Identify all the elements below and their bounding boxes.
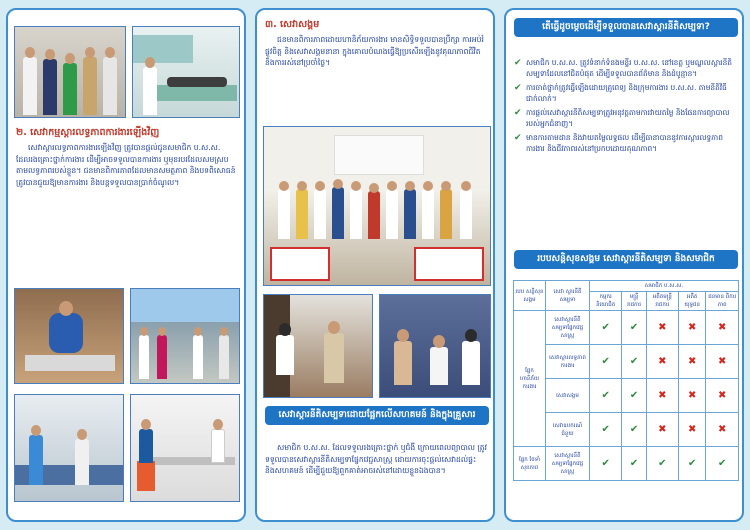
checklist-item: ✔ ការផ្តល់សេវាស្តារនីតិសម្បទាត្រូវអនុវត្តតាមការវាយតម្លៃ និងផែនការព្យាបាលរបស់អ្នកជំនាញ។: [514, 108, 730, 128]
col-service-header: សេវា ស្តារនីតិសម្បទា: [546, 281, 590, 311]
mark-cell: ✖: [678, 379, 706, 413]
col-group-header: សមាជិក ប.ស.ស.: [590, 281, 739, 292]
services-table: [513, 280, 739, 481]
table-row: [514, 413, 739, 447]
service-cell: សេវាស្តារនីតិសម្បទាផ្នែកវេជ្ជសាស្ត្រ: [546, 311, 590, 345]
group1-label: ផ្នែក ហានិភ័យការងារ: [514, 311, 546, 447]
sub-header: អតីតមន្ត្រី រាជការ: [646, 292, 678, 311]
sub-header: អតីត យុទ្ធជន: [678, 292, 706, 311]
middle-panel: [255, 8, 495, 522]
mark-cell: ✖: [646, 311, 678, 345]
service-cell: សេវាសង្គម: [546, 379, 590, 413]
sub-header: ជនមាន ពិការភាព: [706, 292, 739, 311]
photo-officials-group: [14, 26, 126, 118]
mark-cell: ✖: [706, 311, 739, 345]
mark-cell: ✔: [590, 413, 622, 447]
mark-cell: ✖: [678, 311, 706, 345]
table-row: [514, 447, 739, 481]
mark-cell: ✔: [590, 345, 622, 379]
check-icon: ✔: [514, 58, 522, 68]
checklist: [514, 58, 738, 158]
photo-workshop: [14, 394, 124, 502]
right-panel: [504, 8, 744, 522]
left-panel: [6, 8, 246, 522]
section3-text: ជនមានពិការភាពដោយហានិភ័យការងារ មានសិទ្ធិទទួលបានប្រឹក្សា ការអប់រំផ្លូវចិត្ត និងសេវាសង្គមនានា ក្នុងគោលបំណងធ្វើឱ្យប្រសើរឡើងនូវគុណភាពជីវិត និងការរស់នៅប្រចាំថ្ងៃ។: [265, 35, 484, 67]
mark-cell: ✔: [646, 447, 678, 481]
mark-cell: ✔: [678, 447, 706, 481]
mark-cell: ✔: [590, 311, 622, 345]
mark-cell: ✔: [622, 447, 646, 481]
service-cell: សេវាស្តារលទ្ធភាពការងារ: [546, 345, 590, 379]
mark-cell: ✔: [590, 379, 622, 413]
check-icon: ✔: [514, 108, 522, 118]
photo-patient-bed: [132, 26, 240, 118]
checklist-item: ✔ ការចាត់ថ្នាក់ត្រូវធ្វើឡើងដោយគ្រូពេទ្យ និងក្រុមការងារ ប.ស.ស. តាមនីតិវិធីជាក់លាក់។: [514, 83, 727, 103]
mark-cell: ✔: [622, 345, 646, 379]
mark-cell: ✖: [646, 413, 678, 447]
sub-header: កម្មករ និយោជិត: [590, 292, 622, 311]
photo-worker-bench: [14, 288, 124, 384]
mark-cell: ✖: [706, 345, 739, 379]
mark-cell: ✔: [622, 379, 646, 413]
service-cell: សេវាស្តារនីតិសម្បទាផ្នែកវេជ្ជសាស្ត្រ: [546, 447, 590, 481]
mark-cell: ✔: [590, 447, 622, 481]
mark-cell: ✖: [646, 345, 678, 379]
service-cell: សេវាឧបករណ៍ជំនួយ: [546, 413, 590, 447]
mark-cell: ✖: [646, 379, 678, 413]
section3-heading: ៣. សេវាសង្គម: [265, 19, 320, 30]
table-row: [514, 311, 739, 345]
mark-cell: ✔: [622, 311, 646, 345]
photo-building-group: [130, 288, 240, 384]
section2-text: សេវាស្តារលទ្ធភាពការងារឡើងវិញ ត្រូវបានផ្តល់ជូនសមាជិក ប.ស.ស. ដែលរងគ្រោះថ្នាក់ការងារ ដើម្បីអាចទទួលបានការងារ ឬមុខរបរដែលសមស្របតាមលទ្ធភាពរបស់ខ្លួន។ ជនមានពិការភាពដែលមានសមត្ថភាព និងបទពិសោធន៍ ត្រូវបានជួយឱ្យមានការងារ និងបន្តទទួលបានប្រាក់ចំណូល។: [16, 143, 236, 187]
mark-cell: ✖: [678, 413, 706, 447]
photo-large-group: [263, 126, 491, 286]
table-heading: របបសន្តិសុខសង្គម សេវាស្តារនីតិសម្បទា និងសមាជិក: [514, 250, 738, 269]
check-icon: ✔: [514, 133, 522, 143]
col-scheme-header: របប សន្តិសុខសង្គម: [514, 281, 546, 311]
group2-label: ផ្នែក ថែទាំសុខភាព: [514, 447, 546, 481]
table-row: [514, 345, 739, 379]
community-rehab-text: សមាជិក ប.ស.ស. ដែលទទួលរងគ្រោះថ្នាក់ ឬជំងឺ ក្រោយពេលព្យាបាល ត្រូវទទួលបានសេវាស្តារនីតិសម្បទាផ្នែកវេជ្ជសាស្ត្រ ដោយការចុះផ្តល់សេវាដល់ផ្ទះ និងសហគមន៍ ដើម្បីជួយឱ្យពួកគាត់អាចរស់នៅដោយខ្លួនឯងបាន។: [265, 443, 487, 475]
mark-cell: ✔: [622, 413, 646, 447]
section2-heading: ២. សេវាកម្មស្តារលទ្ធភាពការងារឡើងវិញ: [16, 127, 160, 138]
table-row: [514, 379, 739, 413]
photo-consultation: [130, 394, 240, 502]
checklist-item: ✔ មានការតាមដាន និងវាយតម្លៃលទ្ធផល ដើម្បីធានាបាននូវការស្តារលទ្ធភាពការងារ និងជីវភាពរស់នៅប្រកបដោយគុណភាព។: [514, 133, 723, 153]
how-to-access-banner: តើធ្វើដូចម្តេចដើម្បីទទួលបានសេវាស្តារនីតិសម្បទា?: [514, 18, 738, 37]
mark-cell: ✖: [706, 379, 739, 413]
check-icon: ✔: [514, 83, 522, 93]
community-rehab-banner: សេវាស្តារនីតិសម្បទាដោយផ្អែកលើសហគមន៍ និងក្នុងគ្រួសារ: [265, 406, 489, 425]
photo-home-visit: [263, 294, 373, 398]
mark-cell: ✖: [706, 413, 739, 447]
sub-header: មន្ត្រី រាជការ: [622, 292, 646, 311]
checklist-item: ✔ សមាជិក ប.ស.ស. ត្រូវទំនាក់ទំនងមន្ទីរ ប.ស.ស. នៅខេត្ត ឬមណ្ឌលស្តារនីតិសម្បទាដែលនៅជិតបំផុត ដើម្បីទទួលបានព័ត៌មាន និងដំបូន្មាន។: [514, 58, 732, 78]
photo-community-visit: [379, 294, 491, 398]
mark-cell: ✔: [706, 447, 739, 481]
mark-cell: ✖: [678, 345, 706, 379]
